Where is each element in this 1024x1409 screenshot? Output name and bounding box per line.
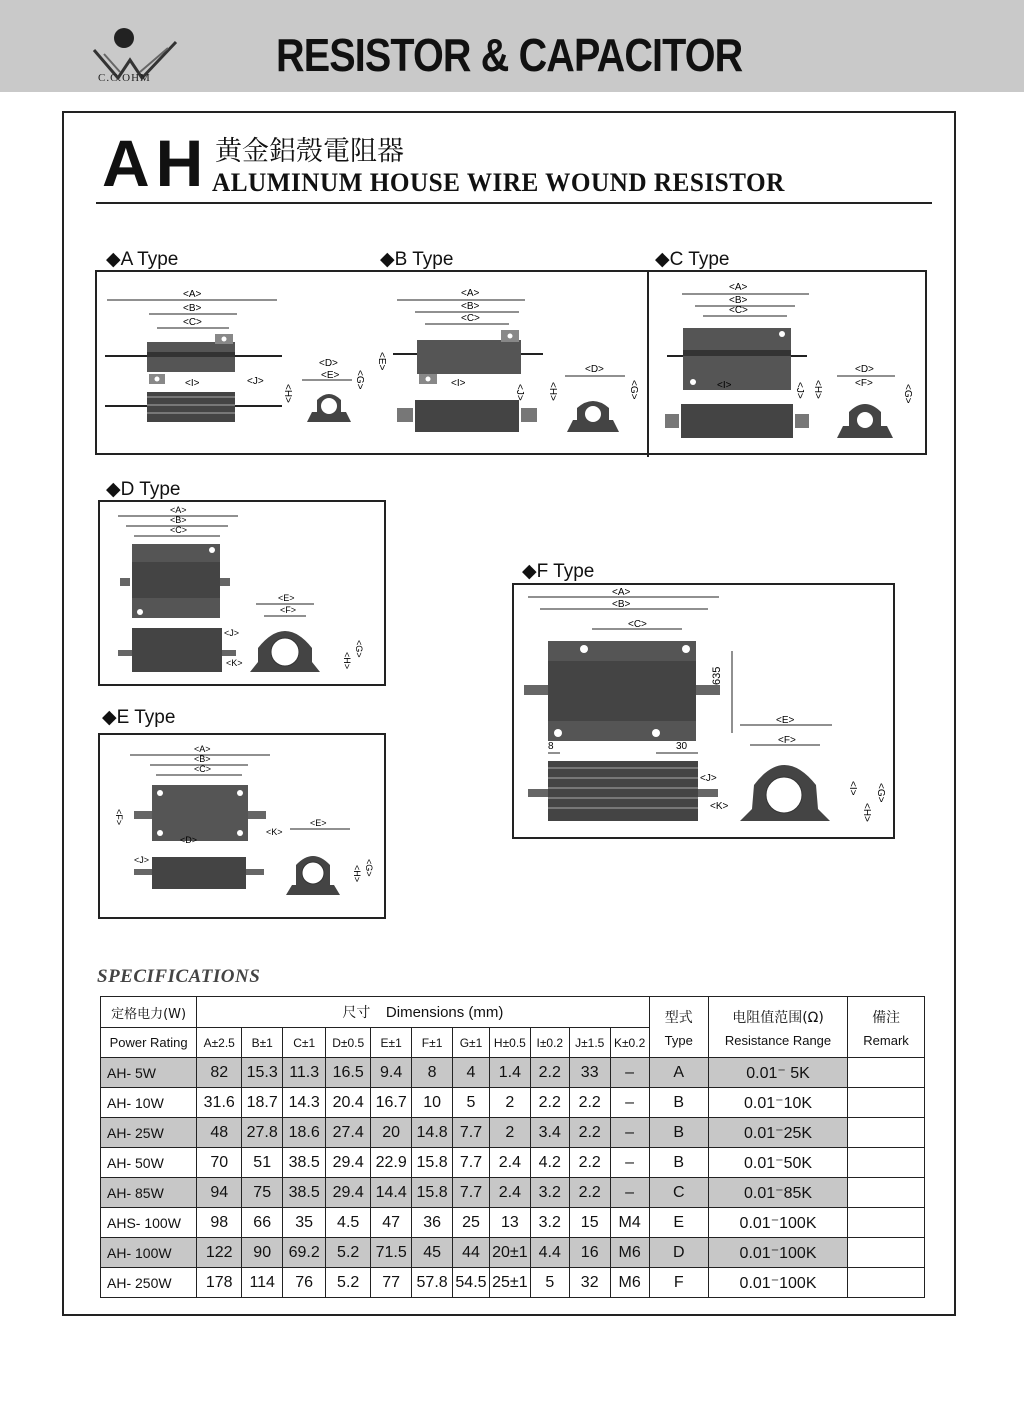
dim-cell: 27.4 bbox=[326, 1118, 371, 1148]
svg-text:<E>: <E> bbox=[776, 715, 795, 726]
dim-cell: 44 bbox=[453, 1238, 490, 1268]
remark-cell bbox=[848, 1208, 925, 1238]
dim-cell: 29.4 bbox=[326, 1148, 371, 1178]
dim-cell: 20±1 bbox=[489, 1238, 530, 1268]
specifications-table bbox=[100, 996, 925, 1298]
dim-cell: 20 bbox=[371, 1118, 412, 1148]
dim-cell: – bbox=[610, 1148, 649, 1178]
dim-cell: – bbox=[610, 1058, 649, 1088]
svg-text:<B>: <B> bbox=[729, 295, 748, 306]
dim-cell: 4.5 bbox=[326, 1208, 371, 1238]
header-dim-6: G±1 bbox=[453, 1028, 490, 1058]
dim-cell: 76 bbox=[283, 1268, 326, 1298]
svg-text:<G>: <G> bbox=[364, 859, 374, 877]
dim-cell: 98 bbox=[197, 1208, 242, 1238]
model-cell: AH- 10W bbox=[101, 1088, 197, 1118]
table-row bbox=[101, 1148, 925, 1178]
dim-cell: 16 bbox=[569, 1238, 610, 1268]
dim-cell: 14.3 bbox=[283, 1088, 326, 1118]
header-resistance-range: 电阻值范围(Ω) Resistance Range bbox=[708, 997, 847, 1058]
type-cell: C bbox=[649, 1178, 708, 1208]
remark-cell bbox=[848, 1178, 925, 1208]
type-cell: B bbox=[649, 1118, 708, 1148]
dim-cell: 33 bbox=[569, 1058, 610, 1088]
model-cell: AH- 5W bbox=[101, 1058, 197, 1088]
dim-cell: 15.3 bbox=[242, 1058, 283, 1088]
type-c-label: ◆C Type bbox=[655, 249, 730, 270]
range-cell: 0.01⁻85K bbox=[708, 1178, 847, 1208]
dim-cell: 14.4 bbox=[371, 1178, 412, 1208]
svg-text:<J>: <J> bbox=[794, 382, 805, 399]
abc-type-diagram bbox=[95, 270, 927, 455]
type-cell: A bbox=[649, 1058, 708, 1088]
dim-cell: 2.2 bbox=[569, 1178, 610, 1208]
svg-text:<A>: <A> bbox=[612, 587, 631, 598]
dim-cell: 90 bbox=[242, 1238, 283, 1268]
dim-cell: 11.3 bbox=[283, 1058, 326, 1088]
svg-text:<H>: <H> bbox=[342, 652, 352, 670]
svg-text:<K>: <K> bbox=[226, 658, 243, 668]
title-divider bbox=[96, 202, 932, 204]
header-dim-1: B±1 bbox=[242, 1028, 283, 1058]
table-row bbox=[101, 1268, 925, 1298]
dim-cell: 20.4 bbox=[326, 1088, 371, 1118]
dim-cell: 5.2 bbox=[326, 1238, 371, 1268]
range-cell: 0.01⁻100K bbox=[708, 1238, 847, 1268]
model-cell: AH- 100W bbox=[101, 1238, 197, 1268]
f-dim-635: 635 bbox=[711, 666, 723, 685]
svg-text:<J>: <J> bbox=[134, 855, 150, 865]
svg-text:<I>: <I> bbox=[847, 781, 858, 796]
dim-cell: 2 bbox=[489, 1088, 530, 1118]
a-type-drawing bbox=[105, 289, 365, 422]
svg-text:<E>: <E> bbox=[376, 352, 387, 371]
dim-cell: 32 bbox=[569, 1268, 610, 1298]
remark-cell bbox=[848, 1088, 925, 1118]
dim-cell: 3.4 bbox=[530, 1118, 569, 1148]
dim-cell: – bbox=[610, 1178, 649, 1208]
dim-cell: 2.4 bbox=[489, 1178, 530, 1208]
svg-text:<I>: <I> bbox=[717, 380, 732, 391]
remark-cell bbox=[848, 1238, 925, 1268]
svg-text:<C>: <C> bbox=[170, 525, 188, 535]
dim-cell: 25±1 bbox=[489, 1268, 530, 1298]
svg-text:<H>: <H> bbox=[352, 865, 362, 883]
product-code: AH bbox=[102, 126, 210, 200]
svg-text:<H>: <H> bbox=[861, 803, 872, 822]
range-cell: 0.01⁻100K bbox=[708, 1268, 847, 1298]
header-dim-4: E±1 bbox=[371, 1028, 412, 1058]
svg-text:<C>: <C> bbox=[628, 619, 647, 630]
header-rating-en: Power Rating bbox=[101, 1028, 197, 1058]
dim-cell: M4 bbox=[610, 1208, 649, 1238]
dim-cell: 38.5 bbox=[283, 1178, 326, 1208]
f-dim-8: 8 bbox=[548, 741, 554, 752]
table-row bbox=[101, 1208, 925, 1238]
dim-cell: 2.2 bbox=[569, 1118, 610, 1148]
header-dim-9: J±1.5 bbox=[569, 1028, 610, 1058]
table-row bbox=[101, 1088, 925, 1118]
header-dim-3: D±0.5 bbox=[326, 1028, 371, 1058]
svg-text:<F>: <F> bbox=[778, 735, 796, 746]
svg-text:<G>: <G> bbox=[902, 384, 913, 404]
type-cell: E bbox=[649, 1208, 708, 1238]
dim-cell: 29.4 bbox=[326, 1178, 371, 1208]
dim-cell: 15.8 bbox=[412, 1148, 453, 1178]
svg-text:<B>: <B> bbox=[612, 599, 631, 610]
svg-text:<I>: <I> bbox=[451, 378, 466, 389]
dim-cell: 5.2 bbox=[326, 1268, 371, 1298]
dim-cell: 10 bbox=[412, 1088, 453, 1118]
svg-text:<A>: <A> bbox=[729, 282, 748, 293]
header-type: 型式 Type bbox=[649, 997, 708, 1058]
dim-cell: 7.7 bbox=[453, 1118, 490, 1148]
header-dim-10: K±0.2 bbox=[610, 1028, 649, 1058]
product-name-cn: 黄金鋁殼電阻器 bbox=[215, 136, 404, 167]
type-cell: B bbox=[649, 1148, 708, 1178]
header-dim-0: A±2.5 bbox=[197, 1028, 242, 1058]
dim-cell: 15 bbox=[569, 1208, 610, 1238]
svg-text:<J>: <J> bbox=[700, 773, 717, 784]
dim-cell: 2.2 bbox=[569, 1148, 610, 1178]
svg-text:<D>: <D> bbox=[585, 364, 604, 375]
type-e-label: ◆E Type bbox=[102, 707, 176, 728]
dim-d-label: <D> bbox=[319, 358, 338, 369]
dim-cell: 15.8 bbox=[412, 1178, 453, 1208]
header-remark: 備注 Remark bbox=[848, 997, 925, 1058]
svg-text:<J>: <J> bbox=[224, 628, 240, 638]
dim-cell: 51 bbox=[242, 1148, 283, 1178]
range-cell: 0.01⁻25K bbox=[708, 1118, 847, 1148]
svg-text:<D>: <D> bbox=[180, 835, 198, 845]
svg-text:<B>: <B> bbox=[461, 301, 480, 312]
dim-cell: 27.8 bbox=[242, 1118, 283, 1148]
header-dim-2: C±1 bbox=[283, 1028, 326, 1058]
dim-cell: 35 bbox=[283, 1208, 326, 1238]
banner-title: RESISTOR & CAPACITOR bbox=[276, 29, 743, 81]
dim-cell: 178 bbox=[197, 1268, 242, 1298]
dim-cell: 48 bbox=[197, 1118, 242, 1148]
dim-cell: 82 bbox=[197, 1058, 242, 1088]
e-type-diagram bbox=[98, 733, 386, 919]
dim-cell: 2.2 bbox=[530, 1058, 569, 1088]
svg-text:<G>: <G> bbox=[628, 380, 639, 400]
svg-text:<F>: <F> bbox=[114, 809, 124, 826]
dim-cell: 45 bbox=[412, 1238, 453, 1268]
dim-g-label: <G> bbox=[354, 370, 365, 390]
dim-cell: 16.5 bbox=[326, 1058, 371, 1088]
header-dim-7: H±0.5 bbox=[489, 1028, 530, 1058]
range-cell: 0.01⁻10K bbox=[708, 1088, 847, 1118]
svg-text:<B>: <B> bbox=[170, 515, 187, 525]
svg-text:<H>: <H> bbox=[812, 380, 823, 399]
svg-text:<B>: <B> bbox=[194, 754, 211, 764]
dim-c-label: <C> bbox=[183, 317, 202, 328]
dim-cell: 2.4 bbox=[489, 1148, 530, 1178]
brand-name: C.C.OHM bbox=[98, 72, 151, 84]
dim-cell: 14.8 bbox=[412, 1118, 453, 1148]
svg-text:<K>: <K> bbox=[710, 801, 729, 812]
type-b-label: ◆B Type bbox=[380, 249, 454, 270]
dim-cell: 77 bbox=[371, 1268, 412, 1298]
model-cell: AH- 25W bbox=[101, 1118, 197, 1148]
type-d-label: ◆D Type bbox=[106, 479, 181, 500]
dim-cell: 57.8 bbox=[412, 1268, 453, 1298]
dim-i-label: <I> bbox=[185, 378, 200, 389]
dim-cell: 36 bbox=[412, 1208, 453, 1238]
dim-cell: 4 bbox=[453, 1058, 490, 1088]
dim-cell: 18.7 bbox=[242, 1088, 283, 1118]
type-cell: F bbox=[649, 1268, 708, 1298]
svg-text:<H>: <H> bbox=[547, 382, 558, 401]
range-cell: 0.01⁻50K bbox=[708, 1148, 847, 1178]
dim-cell: 2.2 bbox=[569, 1088, 610, 1118]
dim-cell: 31.6 bbox=[197, 1088, 242, 1118]
model-cell: AH- 50W bbox=[101, 1148, 197, 1178]
model-cell: AHS- 100W bbox=[101, 1208, 197, 1238]
dim-cell: 75 bbox=[242, 1178, 283, 1208]
dim-e-label: <E> bbox=[321, 370, 340, 381]
dim-cell: 122 bbox=[197, 1238, 242, 1268]
dim-cell: M6 bbox=[610, 1268, 649, 1298]
dim-cell: 18.6 bbox=[283, 1118, 326, 1148]
svg-text:<D>: <D> bbox=[855, 364, 874, 375]
remark-cell bbox=[848, 1058, 925, 1088]
header-rating-cn: 定格电力(W) bbox=[101, 997, 197, 1028]
svg-text:<K>: <K> bbox=[266, 827, 283, 837]
dim-cell: 22.9 bbox=[371, 1148, 412, 1178]
table-row bbox=[101, 1058, 925, 1088]
dim-cell: 7.7 bbox=[453, 1178, 490, 1208]
svg-text:<A>: <A> bbox=[194, 744, 211, 754]
dim-cell: 38.5 bbox=[283, 1148, 326, 1178]
range-cell: 0.01⁻100K bbox=[708, 1208, 847, 1238]
dim-cell: 2.2 bbox=[530, 1088, 569, 1118]
header-dim-8: I±0.2 bbox=[530, 1028, 569, 1058]
dim-cell: 2 bbox=[489, 1118, 530, 1148]
d-type-diagram bbox=[98, 500, 386, 686]
product-name-en: ALUMINUM HOUSE WIRE WOUND RESISTOR bbox=[212, 168, 785, 197]
dim-j-label: <J> bbox=[247, 376, 264, 387]
dim-cell: 71.5 bbox=[371, 1238, 412, 1268]
dim-cell: 13 bbox=[489, 1208, 530, 1238]
range-cell: 0.01⁻ 5K bbox=[708, 1058, 847, 1088]
table-row bbox=[101, 1118, 925, 1148]
remark-cell bbox=[848, 1118, 925, 1148]
dim-cell: 47 bbox=[371, 1208, 412, 1238]
f-type-diagram bbox=[512, 583, 895, 839]
dim-cell: 66 bbox=[242, 1208, 283, 1238]
dim-a-label: <A> bbox=[183, 289, 202, 300]
dim-h-label: <H> bbox=[282, 384, 293, 403]
dim-cell: 1.4 bbox=[489, 1058, 530, 1088]
remark-cell bbox=[848, 1148, 925, 1178]
svg-text:<A>: <A> bbox=[461, 288, 480, 299]
svg-text:<G>: <G> bbox=[875, 783, 886, 803]
type-f-label: ◆F Type bbox=[522, 561, 595, 582]
dim-cell: 7.7 bbox=[453, 1148, 490, 1178]
svg-text:<E>: <E> bbox=[310, 818, 327, 828]
specifications-title: SPECIFICATIONS bbox=[97, 966, 261, 987]
c-type-drawing bbox=[665, 282, 913, 438]
header-dimensions: 尺寸 Dimensions (mm) bbox=[197, 997, 649, 1028]
svg-text:<F>: <F> bbox=[280, 605, 297, 615]
svg-text:<G>: <G> bbox=[354, 640, 364, 658]
dim-cell: 8 bbox=[412, 1058, 453, 1088]
dim-cell: M6 bbox=[610, 1238, 649, 1268]
dim-cell: 25 bbox=[453, 1208, 490, 1238]
svg-text:<C>: <C> bbox=[461, 313, 480, 324]
dim-cell: – bbox=[610, 1088, 649, 1118]
svg-text:<F>: <F> bbox=[855, 378, 873, 389]
dim-cell: 5 bbox=[530, 1268, 569, 1298]
remark-cell bbox=[848, 1268, 925, 1298]
dim-cell: 69.2 bbox=[283, 1238, 326, 1268]
svg-text:<C>: <C> bbox=[729, 305, 748, 316]
dim-cell: 16.7 bbox=[371, 1088, 412, 1118]
dim-cell: 94 bbox=[197, 1178, 242, 1208]
dim-cell: 4.2 bbox=[530, 1148, 569, 1178]
dim-b-label: <B> bbox=[183, 303, 202, 314]
dim-cell: 54.5 bbox=[453, 1268, 490, 1298]
dim-cell: 4.4 bbox=[530, 1238, 569, 1268]
dim-cell: 114 bbox=[242, 1268, 283, 1298]
f-dim-30: 30 bbox=[676, 741, 688, 752]
svg-text:<C>: <C> bbox=[194, 764, 212, 774]
dim-cell: – bbox=[610, 1118, 649, 1148]
model-cell: AH- 250W bbox=[101, 1268, 197, 1298]
svg-text:<J>: <J> bbox=[514, 384, 525, 401]
type-cell: D bbox=[649, 1238, 708, 1268]
dim-cell: 3.2 bbox=[530, 1208, 569, 1238]
header-dim-5: F±1 bbox=[412, 1028, 453, 1058]
svg-text:<A>: <A> bbox=[170, 505, 187, 515]
dim-cell: 9.4 bbox=[371, 1058, 412, 1088]
b-type-drawing bbox=[376, 288, 639, 432]
table-row bbox=[101, 1178, 925, 1208]
svg-text:<E>: <E> bbox=[278, 593, 295, 603]
dim-cell: 5 bbox=[453, 1088, 490, 1118]
dim-cell: 70 bbox=[197, 1148, 242, 1178]
type-cell: B bbox=[649, 1088, 708, 1118]
model-cell: AH- 85W bbox=[101, 1178, 197, 1208]
table-row bbox=[101, 1238, 925, 1268]
type-a-label: ◆A Type bbox=[106, 249, 179, 270]
dim-cell: 3.2 bbox=[530, 1178, 569, 1208]
